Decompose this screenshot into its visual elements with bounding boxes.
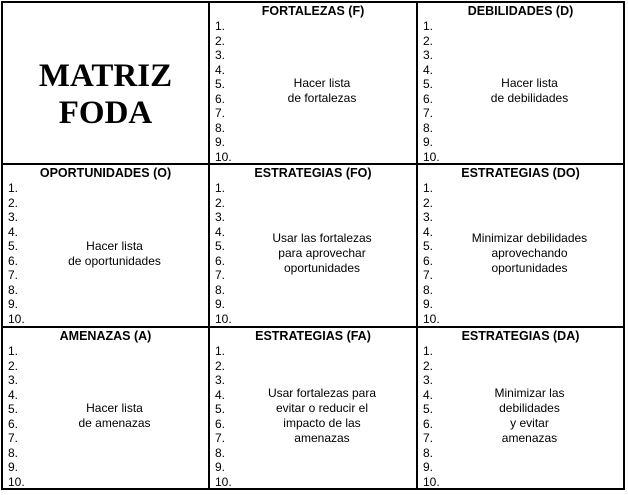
- list-number: 4.: [423, 387, 434, 402]
- list-number: 9.: [215, 135, 226, 149]
- list-number: 5.: [423, 402, 434, 416]
- matrix-title: [3, 58, 208, 132]
- estrategias-do-title: ESTRATEGIAS (DO): [461, 166, 580, 180]
- matrix-title-cell: [1, 1, 210, 165]
- oportunidades-title: OPORTUNIDADES (O): [39, 166, 172, 180]
- list-number: 1.: [215, 181, 226, 195]
- list-number: 1.: [8, 344, 19, 358]
- list-number: 4.: [8, 224, 19, 239]
- list-number: 8.: [215, 282, 226, 297]
- list-number: 6.: [215, 253, 226, 268]
- list-number: 6.: [215, 91, 226, 106]
- list-number: 8.: [215, 120, 226, 135]
- list-number: 8.: [215, 445, 226, 460]
- list-number: 4.: [215, 62, 226, 77]
- list-number: 3.: [423, 210, 434, 224]
- debilidades-list: [423, 19, 440, 164]
- estrategias-do-description: Minimizar debilidades aprovechando oportunidades: [471, 231, 588, 275]
- list-number: 9.: [8, 297, 19, 311]
- list-number: 7.: [215, 106, 226, 120]
- list-number: 2.: [215, 33, 226, 48]
- debilidades-cell: [416, 1, 625, 165]
- oportunidades-cell: [1, 163, 210, 328]
- estrategias-fa-list: [215, 344, 232, 489]
- fortalezas-description: Hacer lista de fortalezas: [287, 76, 357, 105]
- list-number: 7.: [8, 431, 19, 445]
- list-number: 7.: [423, 431, 434, 445]
- estrategias-fa-cell: [208, 326, 418, 490]
- matrix-title-line2: FODA: [58, 95, 153, 131]
- list-number: 6.: [8, 253, 19, 268]
- list-number: 10.: [8, 474, 25, 489]
- list-number: 5.: [215, 77, 226, 91]
- list-number: 1.: [423, 181, 434, 195]
- list-number: 7.: [423, 268, 434, 282]
- list-number: 6.: [423, 253, 434, 268]
- list-number: 2.: [8, 358, 19, 373]
- list-number: 2.: [215, 195, 226, 210]
- list-number: 1.: [215, 19, 226, 33]
- list-number: 2.: [423, 195, 434, 210]
- estrategias-fo-list: [215, 181, 232, 326]
- list-number: 6.: [8, 416, 19, 431]
- list-number: 3.: [215, 48, 226, 62]
- debilidades-description: Hacer lista de debilidades: [490, 76, 569, 105]
- list-number: 4.: [423, 224, 434, 239]
- amenazas-list: [8, 344, 25, 489]
- list-number: 10.: [215, 474, 232, 489]
- estrategias-do-cell: [416, 163, 625, 328]
- list-number: 8.: [423, 282, 434, 297]
- list-number: 9.: [8, 460, 19, 474]
- estrategias-fo-title: ESTRATEGIAS (FO): [254, 166, 372, 180]
- amenazas-title: AMENAZAS (A): [59, 329, 152, 343]
- list-number: 7.: [423, 106, 434, 120]
- list-number: 5.: [215, 239, 226, 253]
- list-number: 2.: [215, 358, 226, 373]
- list-number: 10.: [215, 149, 232, 164]
- list-number: 8.: [423, 445, 434, 460]
- list-number: 6.: [215, 416, 226, 431]
- list-number: 4.: [8, 387, 19, 402]
- list-number: 10.: [423, 149, 440, 164]
- list-number: 3.: [423, 48, 434, 62]
- list-number: 1.: [8, 181, 19, 195]
- list-number: 3.: [215, 373, 226, 387]
- list-number: 2.: [8, 195, 19, 210]
- estrategias-fo-description: Usar las fortalezas para aprovechar oportunidades: [272, 231, 372, 275]
- list-number: 5.: [423, 77, 434, 91]
- fortalezas-cell: [208, 1, 418, 165]
- list-number: 1.: [423, 344, 434, 358]
- list-number: 4.: [215, 387, 226, 402]
- matrix-title-line1: MATRIZ: [38, 58, 173, 94]
- list-number: 3.: [215, 210, 226, 224]
- list-number: 8.: [423, 120, 434, 135]
- estrategias-da-title: ESTRATEGIAS (DA): [461, 329, 580, 343]
- estrategias-da-list: [423, 344, 440, 489]
- list-number: 1.: [215, 344, 226, 358]
- list-number: 9.: [423, 460, 434, 474]
- amenazas-cell: [1, 326, 210, 490]
- list-number: 7.: [215, 268, 226, 282]
- estrategias-fa-description: Usar fortalezas para evitar o reducir el impacto de las amenazas: [267, 386, 377, 445]
- estrategias-da-cell: [416, 326, 625, 490]
- list-number: 4.: [423, 62, 434, 77]
- list-number: 9.: [423, 135, 434, 149]
- list-number: 7.: [8, 268, 19, 282]
- list-number: 1.: [423, 19, 434, 33]
- list-number: 3.: [423, 373, 434, 387]
- list-number: 3.: [8, 373, 19, 387]
- list-number: 10.: [215, 311, 232, 326]
- list-number: 8.: [8, 282, 19, 297]
- list-number: 9.: [215, 460, 226, 474]
- fortalezas-title: FORTALEZAS (F): [261, 4, 365, 18]
- fortalezas-list: [215, 19, 232, 164]
- foda-matrix: [1, 1, 625, 490]
- amenazas-description: Hacer lista de amenazas: [78, 401, 151, 430]
- list-number: 5.: [8, 239, 19, 253]
- list-number: 5.: [8, 402, 19, 416]
- list-number: 8.: [8, 445, 19, 460]
- list-number: 10.: [423, 311, 440, 326]
- list-number: 10.: [8, 311, 25, 326]
- list-number: 6.: [423, 91, 434, 106]
- list-number: 5.: [215, 402, 226, 416]
- list-number: 2.: [423, 33, 434, 48]
- estrategias-da-description: Minimizar las debilidades y evitar amenazas: [494, 386, 565, 445]
- list-number: 5.: [423, 239, 434, 253]
- estrategias-fo-cell: [208, 163, 418, 328]
- list-number: 4.: [215, 224, 226, 239]
- list-number: 3.: [8, 210, 19, 224]
- list-number: 6.: [423, 416, 434, 431]
- oportunidades-list: [8, 181, 25, 326]
- oportunidades-description: Hacer lista de oportunidades: [68, 238, 161, 268]
- list-number: 9.: [423, 297, 434, 311]
- list-number: 2.: [423, 358, 434, 373]
- list-number: 10.: [423, 474, 440, 489]
- list-number: 9.: [215, 297, 226, 311]
- list-number: 7.: [215, 431, 226, 445]
- estrategias-fa-title: ESTRATEGIAS (FA): [255, 329, 371, 343]
- debilidades-title: DEBILIDADES (D): [467, 4, 574, 18]
- estrategias-do-list: [423, 181, 440, 326]
